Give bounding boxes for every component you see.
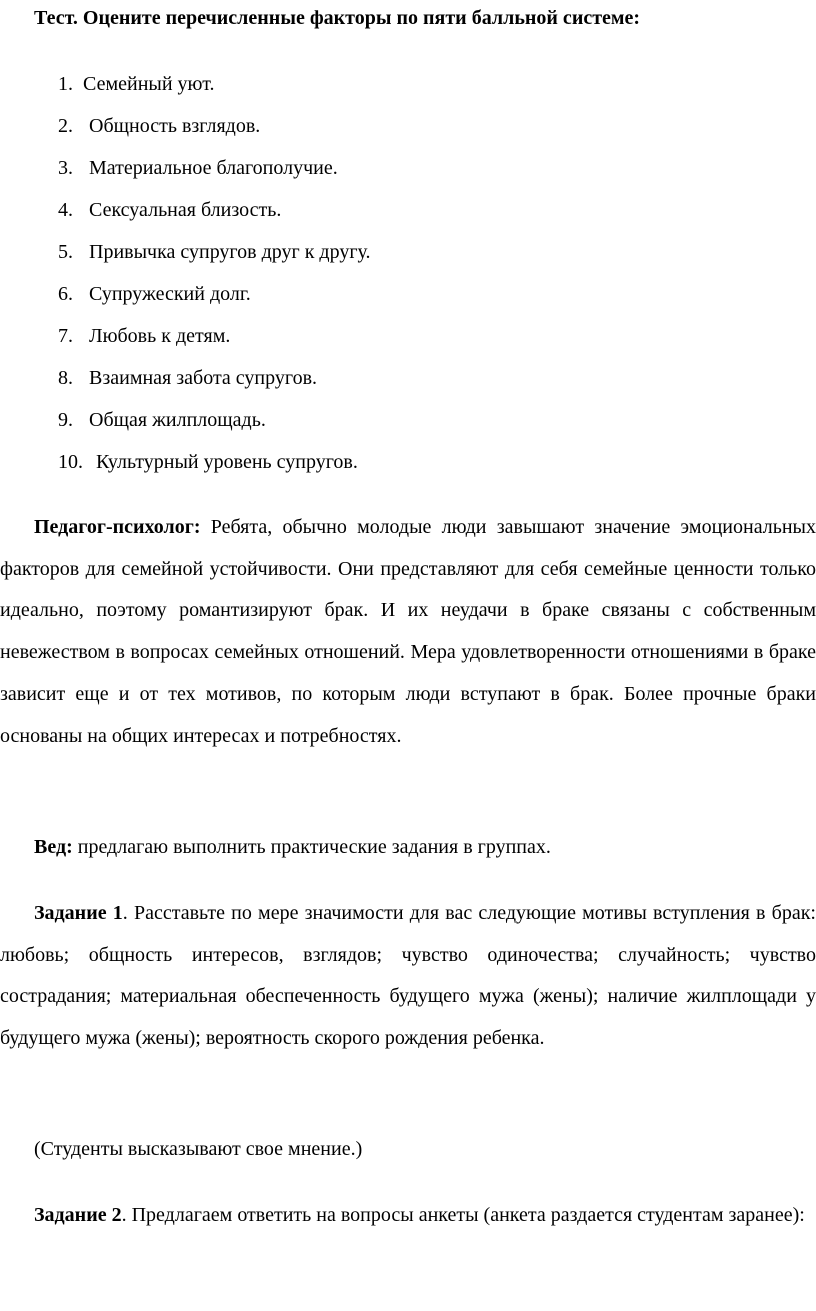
task2-label: Задание 2 xyxy=(34,1204,122,1226)
list-item-number: 8. xyxy=(58,367,73,389)
host-text: предлагаю выполнить практические задания в группах. xyxy=(77,836,551,858)
students-paragraph: (Студенты высказывают свое мнение.) xyxy=(34,1138,363,1160)
list-item-number: 5. xyxy=(58,241,73,263)
list-item-label: Супружеский долг. xyxy=(89,283,251,305)
list-item-number: 10. xyxy=(58,451,83,473)
host-speaker: Вед: xyxy=(34,836,73,858)
list-item-number: 3. xyxy=(58,157,73,179)
list-item-label: Любовь к детям. xyxy=(89,325,231,347)
psychologist-paragraph xyxy=(0,507,816,757)
list-item-label: Взаимная забота супругов. xyxy=(89,367,318,389)
list-item-label: Культурный уровень супругов. xyxy=(96,451,358,473)
task1-text: . Расставьте по мере значимости для вас следующие мотивы вступления в брак: любовь; общность интересов, взглядов; чувство одиночества; случайность; чувство сострадания; материальная обеспеченность будущего мужа (жены); наличие жилплощади у будущего мужа (жены); вероятность скорого рождения ребенка. xyxy=(0,902,816,1050)
list-item-number: 2. xyxy=(58,115,73,137)
list-item-label: Привычка супругов друг к другу. xyxy=(89,241,371,263)
test-title: Тест. Оцените перечисленные факторы по пяти балльной системе: xyxy=(34,7,641,29)
task1-label: Задание 1 xyxy=(34,902,123,924)
task1-paragraph xyxy=(0,893,816,1060)
list-item-label: Общая жилплощадь. xyxy=(89,409,266,431)
list-item-label: Сексуальная близость. xyxy=(89,199,282,221)
list-item-label: Семейный уют. xyxy=(83,73,215,95)
list-item-label: Материальное благополучие. xyxy=(89,157,338,179)
psychologist-speaker: Педагог-психолог: xyxy=(34,516,201,538)
list-item-number: 1. xyxy=(58,73,73,95)
host-paragraph xyxy=(34,832,551,862)
task2-text: . Предлагаем ответить на вопросы анкеты (анкета раздается студентам заранее): xyxy=(121,1204,805,1226)
list-item-number: 9. xyxy=(58,409,73,431)
task2-paragraph xyxy=(0,1195,816,1237)
psychologist-text: Ребята, обычно молодые люди завышают значение эмоциональных факторов для семейной устойчивости. Они представляют для себя семейные ценности только идеально, поэтому романтизируют брак. И их неудачи в браке связаны с собственным невежеством в вопросах семейных отношений. Мера удовлетворенности отношениями в браке зависит еще и от тех мотивов, по которым люди вступают в брак. Более прочные браки основаны на общих интересах и потребностях. xyxy=(0,516,816,747)
list-item-number: 4. xyxy=(58,199,73,221)
list-item-number: 6. xyxy=(58,283,73,305)
list-item-number: 7. xyxy=(58,325,73,347)
list-item-label: Общность взглядов. xyxy=(89,115,261,137)
